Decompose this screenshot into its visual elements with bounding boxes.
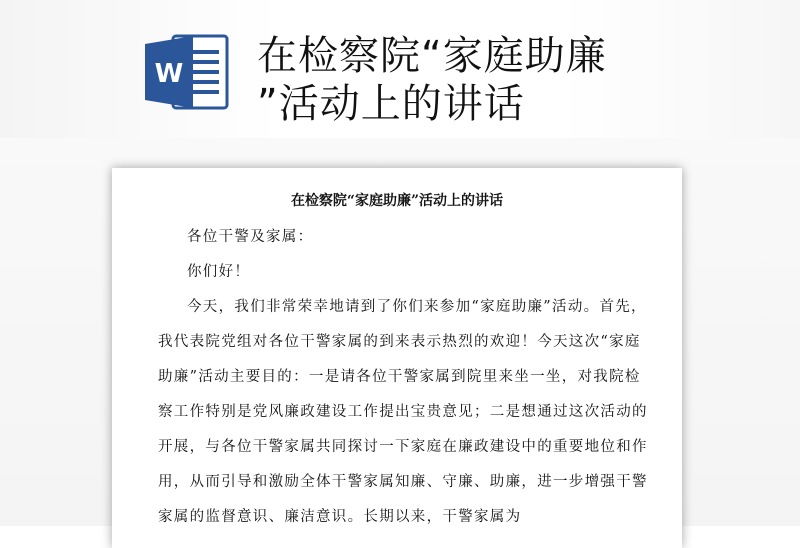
body-paragraph: 今天，我们非常荣幸地请到了你们来参加“家庭助廉”活动。首先，我代表院党组对各位干警家属的到来表示热烈的欢迎！今天这次“家庭助廉”活动主要目的：一是请各位干警家属到院里来坐一坐，对我院检察工作特别是党风廉政建设工作提出宝贵意见；二是想通过这次活动的开展，与各位干警家属共同探讨一下家庭在廉政建设中的重要地位和作用，从而引导和激励全体干警家属知廉、守廉、助廉，进一步增强干警家属的监督意识、廉洁意识。长期以来，干警家属为 <box>158 299 648 525</box>
salutation: 各位干警及家属： <box>187 229 314 245</box>
banner-title-line1: 在检察院“家庭助廉 <box>257 33 607 79</box>
banner-title-line2: ”活动上的讲话 <box>257 81 525 127</box>
document-heading: 在检察院“家庭助廉”活动上的讲话 <box>290 193 504 209</box>
document-page <box>112 168 682 548</box>
svg-text:W: W <box>154 59 184 89</box>
greeting: 你们好！ <box>187 264 251 280</box>
word-icon <box>143 32 231 112</box>
banner-title <box>257 32 777 128</box>
